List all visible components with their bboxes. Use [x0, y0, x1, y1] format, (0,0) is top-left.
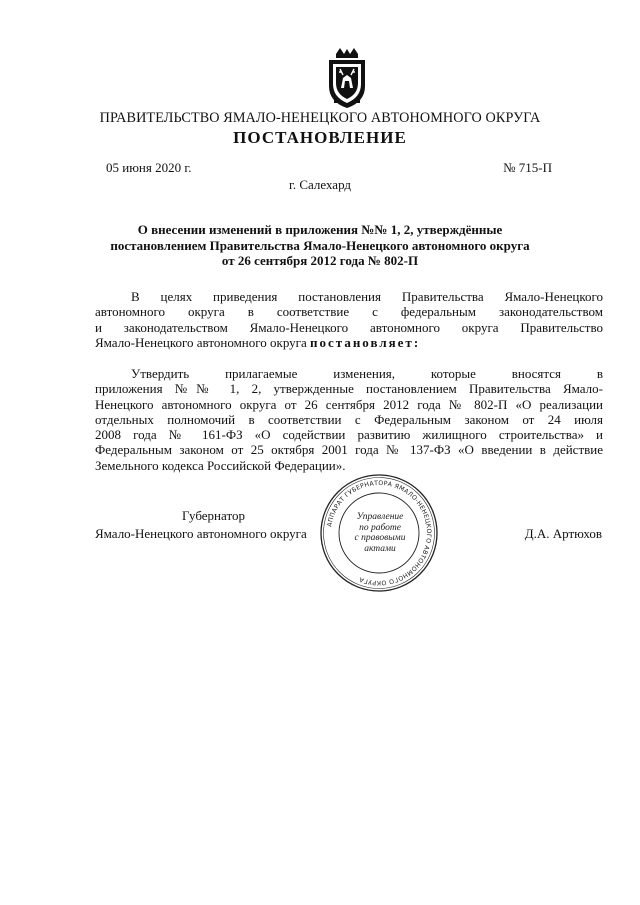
paragraph-preamble [95, 289, 603, 350]
paragraph-line: Земельного кодекса Российской Федерации». [95, 457, 346, 473]
paragraph-line: 2008 года № 161-ФЗ «О содействии развитию жилищного строительства» и [95, 427, 603, 443]
subject-line: постановлением Правительства Ямало-Ненецкого автономного округа [110, 237, 530, 253]
document-city: г. Салехард [288, 177, 352, 192]
signatory-title: Губернатор [182, 508, 245, 523]
stamp-line: с правовыми [354, 533, 406, 543]
subject-line: от 26 сентября 2012 года № 802-П [221, 253, 419, 268]
decree-verb: постановляет: [310, 334, 421, 350]
document-type: ПОСТАНОВЛЕНИЕ [233, 128, 407, 147]
stamp-ring-text: АППАРАТ ГУБЕРНАТОРА ЯМАЛО-НЕНЕЦКОГО АВТОНОМНОГО ОКРУГА [326, 479, 433, 587]
paragraph-line: Ненецкого автономного округа от 26 сентября 2012 года № 802-П «О реализации [95, 396, 603, 412]
subject-line: О внесении изменений в приложения №№ 1, 2, утверждённые [137, 222, 503, 237]
stamp-inner-text [340, 512, 420, 554]
paragraph-line: Федеральным законом от 25 октября 2001 года № 137-ФЗ «О введении в действие [95, 442, 603, 458]
document-subject [80, 222, 560, 269]
stamp-line: актами [364, 543, 396, 554]
paragraph-line [95, 335, 603, 350]
government-title: ПРАВИТЕЛЬСТВО ЯМАЛО-НЕНЕЦКОГО АВТОНОМНОГО ОКРУГА [99, 110, 541, 126]
paragraph-line: и законодательством Ямало-Ненецкого автономного округа Правительство [95, 319, 603, 335]
paragraph-line-text: Ямало-Ненецкого автономного округа [95, 334, 307, 350]
yamal-coat-of-arms-icon [324, 48, 370, 110]
paragraph-line: приложения №№ 1, 2, утвержденные постановлением Правительства Ямало- [95, 381, 603, 397]
signatory-name: Д.А. Артюхов [524, 526, 602, 541]
paragraph-line: В целях приведения постановления Правительства Ямало-Ненецкого [131, 289, 603, 304]
signatory-organization: Ямало-Ненецкого автономного округа [95, 526, 307, 541]
paragraph-line: автономного округа в соответствие с федеральным законодательством [95, 304, 603, 320]
paragraph-line: Утвердить прилагаемые изменения, которые вносятся в [131, 366, 603, 381]
paragraph-line: отдельных полномочий в соответствии с Федеральным законом от 24 июля [95, 411, 603, 427]
document-date: 05 июня 2020 г. [106, 160, 192, 175]
stamp-line: по работе [359, 522, 401, 533]
stamp-line: Управление [356, 512, 404, 522]
paragraph-resolution [95, 366, 603, 473]
document-number: № 715-П [503, 160, 552, 175]
